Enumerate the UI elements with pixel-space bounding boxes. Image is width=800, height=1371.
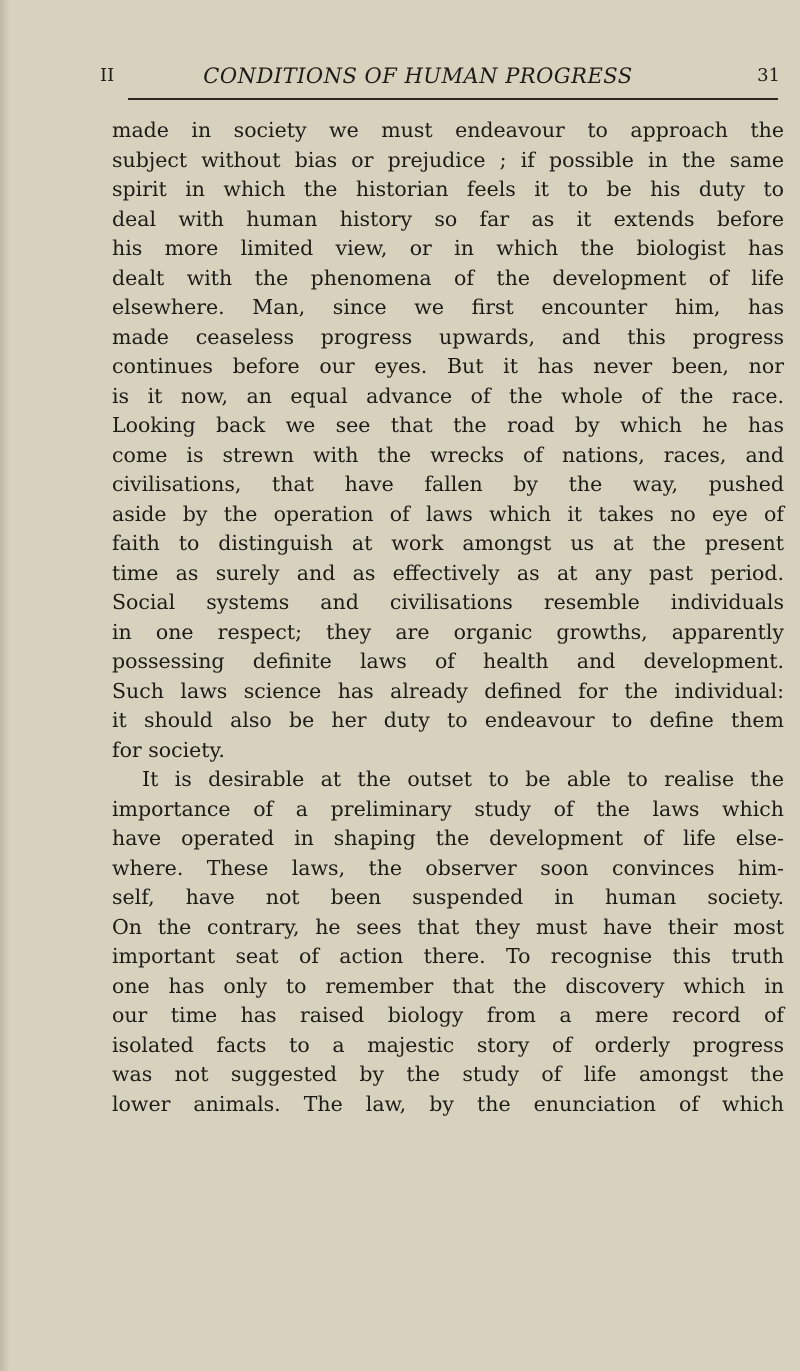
text-line: made ceaseless progress upwards, and this progress <box>112 324 784 349</box>
text-line: have operated in shaping the development of life else- <box>112 826 784 850</box>
text-line: in one respect; they are organic growths, apparently <box>112 619 784 644</box>
body-text <box>112 116 784 1119</box>
page-number: 31 <box>757 65 780 86</box>
text-line: our time has raised biology from a mere record of <box>112 1003 784 1027</box>
text-line: lower animals. The law, by the enunciation of which <box>112 1091 784 1116</box>
text-line: importance of a preliminary study of the laws which <box>112 796 784 821</box>
text-line: it should also be her duty to endeavour to define them <box>112 708 784 732</box>
text-line: spirit in which the historian feels it to be his duty to <box>112 177 784 201</box>
text-line: dealt with the phenomena of the development of life <box>112 265 784 290</box>
running-title: CONDITIONS OF HUMAN PROGRESS <box>203 64 633 88</box>
running-header <box>100 64 780 98</box>
text-line: time as surely and as effectively as at any past period. <box>112 560 784 585</box>
text-line: his more limited view, or in which the biologist has <box>112 236 784 260</box>
text-line: continues before our eyes. But it has never been, nor <box>112 354 784 378</box>
text-line: self, have not been suspended in human society. <box>112 885 784 909</box>
text-line: come is strewn with the wrecks of nations, races, and <box>112 442 784 467</box>
text-line: elsewhere. Man, since we first encounter him, has <box>112 295 784 319</box>
text-line: civilisations, that have fallen by the way, pushed <box>112 472 784 496</box>
text-line: deal with human history so far as it extends before <box>112 206 784 231</box>
text-line: On the contrary, he sees that they must have their most <box>112 914 784 939</box>
text-line: is it now, an equal advance of the whole of the race. <box>112 383 784 408</box>
text-line: made in society we must endeavour to approach the <box>112 118 784 142</box>
paragraph-start-line: It is desirable at the outset to be able to realise the <box>142 767 784 791</box>
text-line: was not suggested by the study of life amongst the <box>112 1062 784 1086</box>
text-line: where. These laws, the observer soon convinces him- <box>112 855 784 880</box>
text-line: faith to distinguish at work amongst us at the present <box>112 531 784 555</box>
page-edge-shadow <box>0 0 10 1371</box>
text-line: one has only to remember that the discovery which in <box>112 973 784 998</box>
text-line: Social systems and civilisations resemble individuals <box>112 590 784 614</box>
text-line: important seat of action there. To recognise this truth <box>112 944 784 968</box>
paragraph-end-line: for society. <box>112 737 225 762</box>
chapter-number: II <box>100 65 115 86</box>
text-line: Looking back we see that the road by which he has <box>112 413 784 437</box>
text-line: aside by the operation of laws which it takes no eye of <box>112 501 784 526</box>
text-line: Such laws science has already defined for the individual: <box>112 678 784 703</box>
text-line: possessing definite laws of health and development. <box>112 649 784 673</box>
text-line: isolated facts to a majestic story of orderly progress <box>112 1032 784 1057</box>
text-line: subject without bias or prejudice ; if possible in the same <box>112 147 784 172</box>
header-rule <box>128 98 778 100</box>
